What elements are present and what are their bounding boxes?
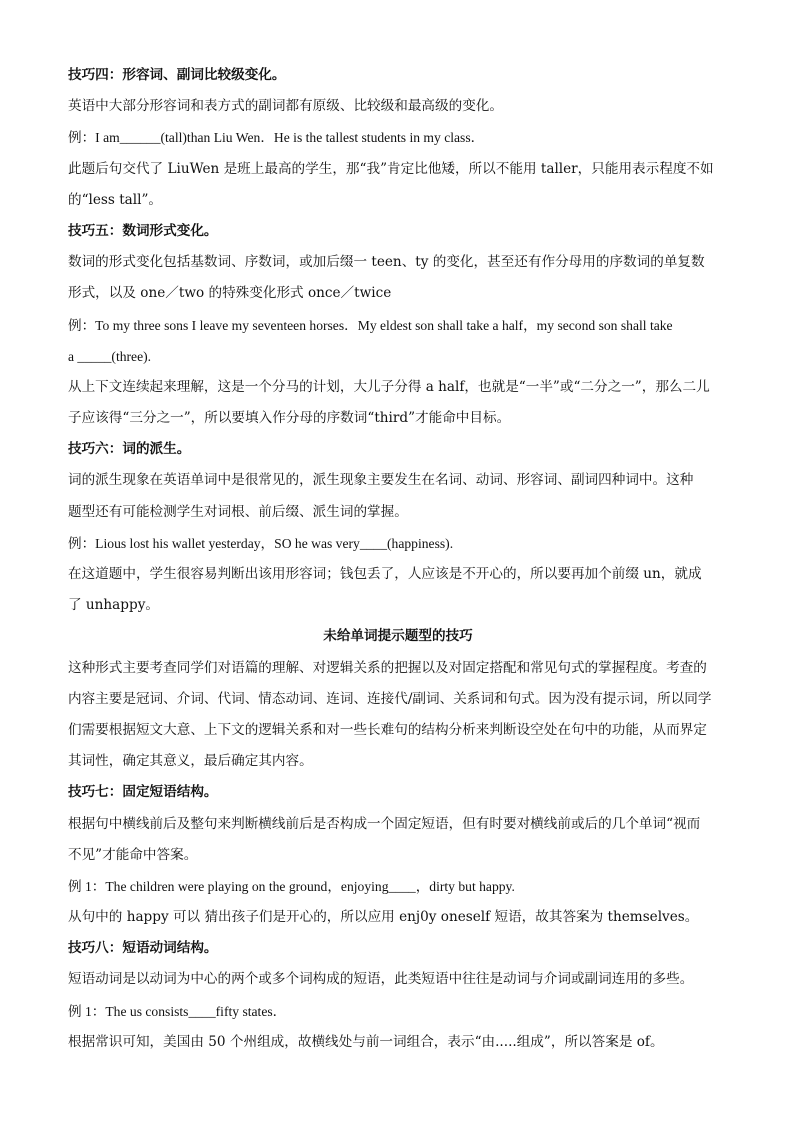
paragraph-line: 不见”才能命中答案。 [68,846,198,863]
example-line: 例：Lious lost his wallet yesterday，SO he was very____(happiness). [68,535,454,551]
paragraph-line: 形式，以及 one／two 的特殊变化形式 once／twice [68,285,392,302]
example-line: 例：I am______(tall)than Liu Wen．He is the tallest students in my class． [68,130,485,146]
paragraph-line: 短语动词是以动词为中心的两个或多个词构成的短语，此类短语中往往是动词与介词或副词连用的多些。 [68,971,694,988]
heading-tip-4: 技巧四：形容词、副词比较级变化。 [68,67,286,83]
heading-tip-8: 技巧八：短语动词结构。 [68,940,218,957]
paragraph-line: 们需要根据短文大意、上下文的逻辑关系和对一些长难句的结构分析来判断设空处在句中的功能，从而界定 [68,721,707,738]
example-line: a _____(three). [68,348,152,364]
paragraph-line: 题型还有可能检测学生对词根、前后缀、派生词的掌握。 [68,503,408,520]
paragraph-line: 子应该得“三分之一”，所以要填入作分母的序数词“third”才能命中目标。 [68,410,511,427]
heading-tip-5: 技巧五：数词形式变化。 [68,222,218,239]
paragraph-line: 根据句中横线前后及整句来判断横线前后是否构成一个固定短语，但有时要对横线前或后的几个单词“视而 [68,815,701,832]
document-page [68,60,728,1058]
heading-tip-6: 技巧六：词的派生。 [68,441,191,458]
example-line: 例 1：The us consists____fifty states． [68,1003,287,1019]
paragraph-line: 此题后句交代了 LiuWen 是班上最高的学生，那“我”肯定比他矮，所以不能用 taller，只能用表示程度不如 [68,160,714,177]
example-line: 例 1：The children were playing on the ground，enjoying____，dirty but happy. [68,878,515,894]
paragraph-line: 词的派生现象在英语单词中是很常见的，派生现象主要发生在名词、动词、形容词、副词四种词中。这种 [68,472,694,489]
paragraph-line: 根据常识可知，美国由 50 个州组成，故横线处与前一词组合，表示“由.....组成”，所以答案是 of。 [68,1033,664,1050]
paragraph-line: 其词性，确定其意义，最后确定其内容。 [68,753,313,770]
example-line: 例：To my three sons I leave my seventeen horses．My eldest son shall take a half，my second son shall take [68,317,673,333]
section-title: 未给单词提示题型的技巧 [323,628,473,645]
paragraph-line: 英语中大部分形容词和表方式的副词都有原级、比较级和最高级的变化。 [68,98,503,115]
paragraph-line: 在这道题中，学生很容易判断出该用形容词；钱包丢了，人应该是不开心的，所以要再加个前缀 un，就成 [68,566,702,582]
paragraph-line: 从上下文连续起来理解，这是一个分马的计划，大儿子分得 a half，也就是“一半”或“二分之一”，那么二儿 [68,378,710,395]
paragraph-line: 数词的形式变化包括基数词、序数词，或加后缀一 teen、ty 的变化，甚至还有作分母用的序数词的单复数 [68,254,705,271]
paragraph-line: 这种形式主要考查同学们对语篇的理解、对逻辑关系的把握以及对固定搭配和常见句式的掌握程度。考查的 [68,659,707,676]
paragraph-line: 从句中的 happy 可以 猜出孩子们是开心的，所以应用 enj0y oneself 短语，故其答案为 themselves。 [68,909,699,926]
paragraph-line: 的“less tall”。 [68,191,163,208]
paragraph-line: 了 unhappy。 [68,597,159,614]
heading-tip-7: 技巧七：固定短语结构。 [68,784,218,801]
paragraph-line: 内容主要是冠词、介词、代词、情态动词、连词、连接代/副词、关系词和句式。因为没有提示词，所以同学 [68,690,712,707]
